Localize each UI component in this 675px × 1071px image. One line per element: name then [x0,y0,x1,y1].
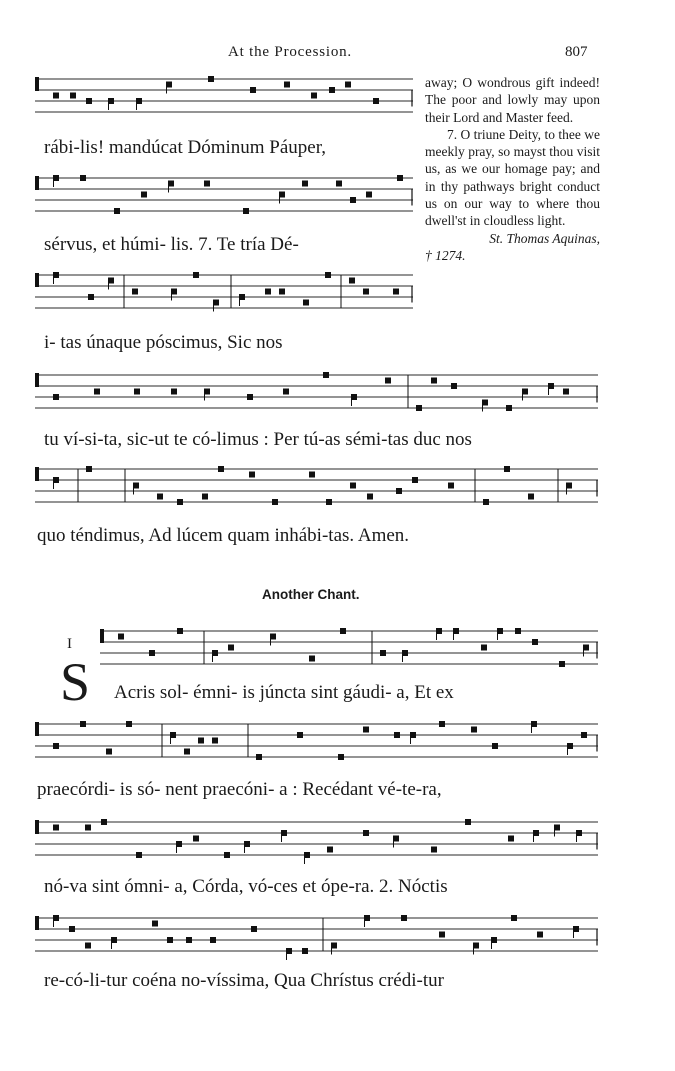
hymn-author: St. Thomas Aquinas, [489,230,600,246]
clef [35,176,39,190]
stanza-7: 7. O triune Deity, to thee we meekly pray, so mayst thou visit us, as we our homage pay; and in thy pathways bright conduct us on our way to where thou dwell'st in cloudless light. [425,126,600,229]
neume [325,272,331,278]
neume [85,825,91,831]
neume [511,915,517,921]
neume [193,836,199,842]
neume [210,937,216,943]
neume [329,87,335,93]
neume [157,494,163,500]
neume [202,494,208,500]
neume [184,749,190,755]
neume [504,466,510,472]
neume [363,830,369,836]
section-title: Another Chant. [262,587,360,602]
neume [350,483,356,489]
neume [393,289,399,295]
neume [508,836,514,842]
chant-number: I [67,636,72,652]
lyric-line: tu ví-si-ta, sic-ut te có-limus : Per tú-as sémi-tas duc nos [44,429,472,450]
clef [35,77,39,91]
neume [336,181,342,187]
staff-lines-5 [35,463,598,509]
lyric-line: nó-va sint ómni- a, Córda, vó-ces et ópe-ra. 2. Nóctis [44,876,448,897]
chant-staff [35,463,598,509]
neume [86,98,92,104]
page-number: 807 [565,44,588,60]
staff-lines-4 [35,369,598,415]
chant-staff [35,269,413,315]
neume [515,628,521,634]
lyric-line: rábi-lis! mandúcat Dóminum Páuper, [44,137,327,158]
neume [431,378,437,384]
neume [309,656,315,662]
neume [439,932,445,938]
staff-lines-3 [35,269,413,315]
neume [537,932,543,938]
neume [134,389,140,395]
neume [132,289,138,295]
staff-lines-6 [100,625,598,671]
neume [302,948,308,954]
neume [345,82,351,88]
neume [327,847,333,853]
neume [465,819,471,825]
neume [302,181,308,187]
lyric-line: praecórdi- is só- nent praecóni- a : Recédant vé-te-ra, [37,779,442,800]
neume [167,937,173,943]
lyric-line: sérvus, et húmi- lis. 7. Te tría Dé- [44,234,299,255]
neume [80,175,86,181]
neume [532,639,538,645]
neume [338,754,344,760]
running-title: At the Procession. [228,44,352,60]
neume [152,921,158,927]
initial-letter: S [60,652,91,712]
neume [397,175,403,181]
neume [265,289,271,295]
neume [177,499,183,505]
chant-staff [35,73,413,119]
neume [224,852,230,858]
neume [451,383,457,389]
staff-lines-2 [35,172,413,218]
neume [340,628,346,634]
staff-lines-8 [35,816,598,862]
neume [256,754,262,760]
neume [80,721,86,727]
neume [303,300,309,306]
neume [218,466,224,472]
lyric-line: Acris sol- émni- is júncta sint gáudi- a, Et ex [114,682,454,703]
clef [35,722,39,736]
neume [86,466,92,472]
lyric-line: i- tas únaque póscimus, Sic nos [44,332,283,353]
neume [198,738,204,744]
clef [100,629,104,643]
neume [366,192,372,198]
neume [114,208,120,214]
neume [448,483,454,489]
neume [53,825,59,831]
neume [177,628,183,634]
neume [251,926,257,932]
neume [297,732,303,738]
neume [212,738,218,744]
neume [101,819,107,825]
neume [431,847,437,853]
neume [559,661,565,667]
neume [284,82,290,88]
neume [136,852,142,858]
neume [208,76,214,82]
chant-staff [35,816,598,862]
staff-lines-1 [35,73,413,119]
lyric-line: quo téndimus, Ad lúcem quam inhábi-tas. Amen. [37,525,410,546]
neume [492,743,498,749]
neume [350,197,356,203]
neume [416,405,422,411]
neume [250,87,256,93]
neume [563,389,569,395]
neume [394,732,400,738]
clef [35,916,39,930]
neume [171,389,177,395]
lyric-line: re-có-li-tur coéna no-víssima, Qua Chrístus crédi-tur [44,970,444,991]
neume [53,743,59,749]
neume [326,499,332,505]
neume [204,181,210,187]
neume [272,499,278,505]
staff-lines-9 [35,912,598,958]
neume [88,294,94,300]
neume [483,499,489,505]
neume [309,472,315,478]
neume [126,721,132,727]
clef [35,820,39,834]
neume [193,272,199,278]
neume [412,477,418,483]
chant-staff [35,718,598,764]
neume [506,405,512,411]
neume [581,732,587,738]
neume [380,650,386,656]
neume [85,943,91,949]
clef [35,273,39,287]
chant-staff [35,172,413,218]
clef [35,373,39,387]
neume [243,208,249,214]
neume [53,394,59,400]
chant-staff [35,369,598,415]
neume [385,378,391,384]
neume [396,488,402,494]
neume [118,634,124,640]
hymn-continuation: away; O wondrous gift indeed! The poor and lowly may upon their Lord and Master feed. [425,75,600,125]
neume [363,289,369,295]
clef [35,467,39,481]
chant-staff [35,912,598,958]
neume [279,289,285,295]
neume [94,389,100,395]
neume [311,93,317,99]
neume [439,721,445,727]
neume [70,93,76,99]
neume [53,93,59,99]
neume [106,749,112,755]
neume [373,98,379,104]
author-date: † 1274. [425,247,466,263]
neume [141,192,147,198]
staff-lines-7 [35,718,598,764]
neume [528,494,534,500]
neume [247,394,253,400]
neume [471,727,477,733]
neume [349,278,355,284]
neume [149,650,155,656]
neume [363,727,369,733]
hymn-translation-column [425,74,600,264]
neume [69,926,75,932]
neume [249,472,255,478]
neume [283,389,289,395]
neume [228,645,234,651]
neume [401,915,407,921]
chant-staff [100,625,598,671]
neume [186,937,192,943]
neume [367,494,373,500]
neume [481,645,487,651]
neume [323,372,329,378]
